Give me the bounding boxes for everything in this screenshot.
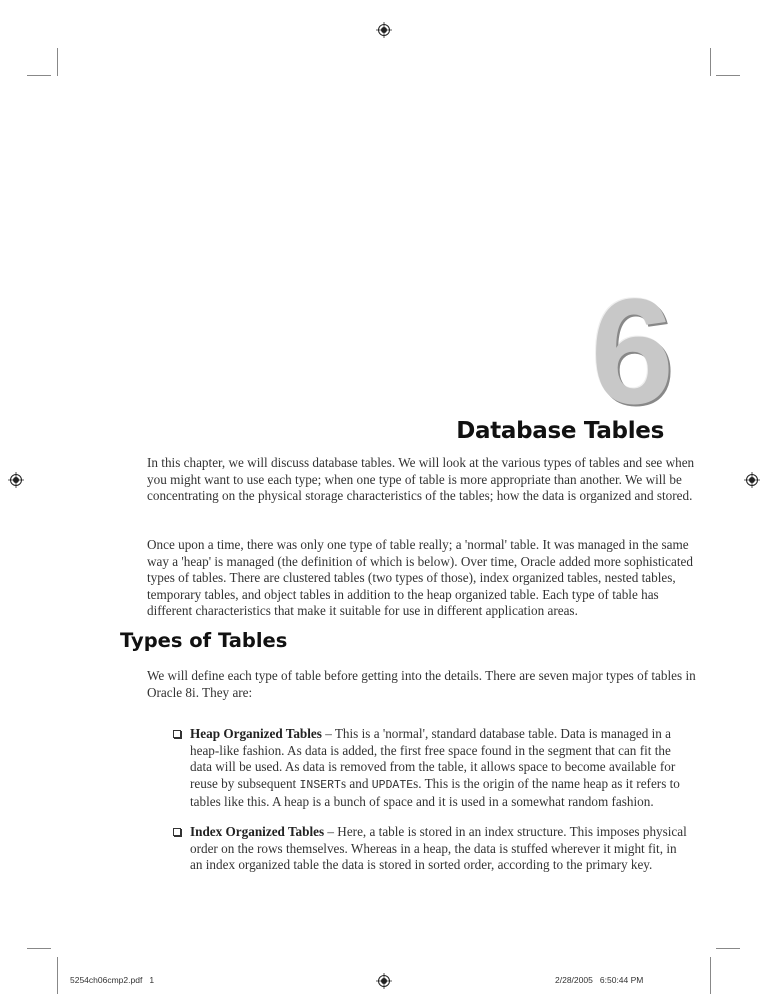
text-line: Oracle 8i. They are: [147, 684, 253, 700]
text: reuse by subsequent [190, 775, 300, 791]
text-line: In this chapter, we will discuss database tables. We will look at the various types of tables and see when [147, 455, 695, 470]
crop-mark [57, 48, 58, 76]
text-line: Once upon a time, there was only one type of table really; a 'normal' table. It was managed in the same [147, 537, 689, 552]
text: s and [340, 775, 372, 791]
text-line: way a 'heap' is managed (the definition of which is below). Over time, Oracle added more sophisticated [147, 553, 693, 569]
registration-mark-icon [376, 22, 392, 38]
registration-mark-icon [744, 472, 760, 488]
bullet-box-icon [173, 730, 181, 738]
footer-datetime: 2/28/2005 6:50:44 PM [555, 975, 644, 985]
list-item [190, 726, 680, 811]
section-paragraph [147, 668, 696, 701]
crop-mark [710, 48, 711, 76]
intro-paragraph-1 [147, 455, 694, 505]
bullet-box-icon [173, 828, 181, 836]
footer-filename: 5254ch06cmp2.pdf 1 [70, 975, 155, 985]
list-item [190, 824, 687, 874]
chapter-number: 6 [590, 267, 670, 435]
text: s. This is the origin of the name heap as it refers to [413, 775, 680, 791]
crop-mark [27, 75, 51, 76]
text-line: heap-like fashion. As data is added, the first free space found in the segment that can fit the [190, 742, 671, 758]
crop-mark [27, 948, 51, 949]
text-line: tables like this. A heap is a bunch of space and it is used in a somewhat random fashion. [190, 794, 654, 809]
crop-mark [716, 948, 740, 949]
crop-mark [57, 957, 58, 994]
text-line: data will be used. As data is removed from the table, it allows space to become available for [190, 759, 676, 774]
text-line: – Here, a table is stored in an index structure. This imposes physical [324, 824, 687, 839]
crop-mark [716, 75, 740, 76]
code-keyword: INSERT [299, 778, 341, 792]
code-keyword: UPDATE [371, 778, 414, 792]
bullet-term: Index Organized Tables [190, 824, 325, 839]
bullet-term: Heap Organized Tables [190, 726, 322, 741]
section-heading: Types of Tables [120, 629, 288, 652]
text-line: different characteristics that make it suitable for use in different application areas. [147, 603, 578, 618]
registration-mark-icon [8, 472, 24, 488]
text-line: – This is a 'normal', standard database table. Data is managed in a [321, 726, 672, 741]
text-line: types of tables. There are clustered tables (two types of those), index organized tables, nested tables, [147, 570, 676, 585]
registration-mark-icon [376, 973, 392, 989]
text-line: concentrating on the physical storage characteristics of the tables; how the data is organized and stored. [147, 488, 693, 503]
crop-mark [710, 957, 711, 994]
text-line: temporary tables, and object tables in addition to the heap organized table. Each type of table has [147, 586, 659, 602]
text-line: order on the rows themselves. Whereas in a heap, the data is stuffed wherever it might fit, in [190, 840, 677, 856]
text-line: an index organized table the data is stored in sorted order, according to the primary key. [190, 857, 653, 872]
chapter-title: Database Tables [456, 418, 664, 444]
text-line [190, 776, 680, 795]
text-line: We will define each type of table before getting into the details. There are seven major types of tables in [147, 668, 696, 683]
text-line: you might want to use each type; when one type of table is more appropriate than another. We will be [147, 471, 682, 487]
intro-paragraph-2 [147, 537, 693, 620]
